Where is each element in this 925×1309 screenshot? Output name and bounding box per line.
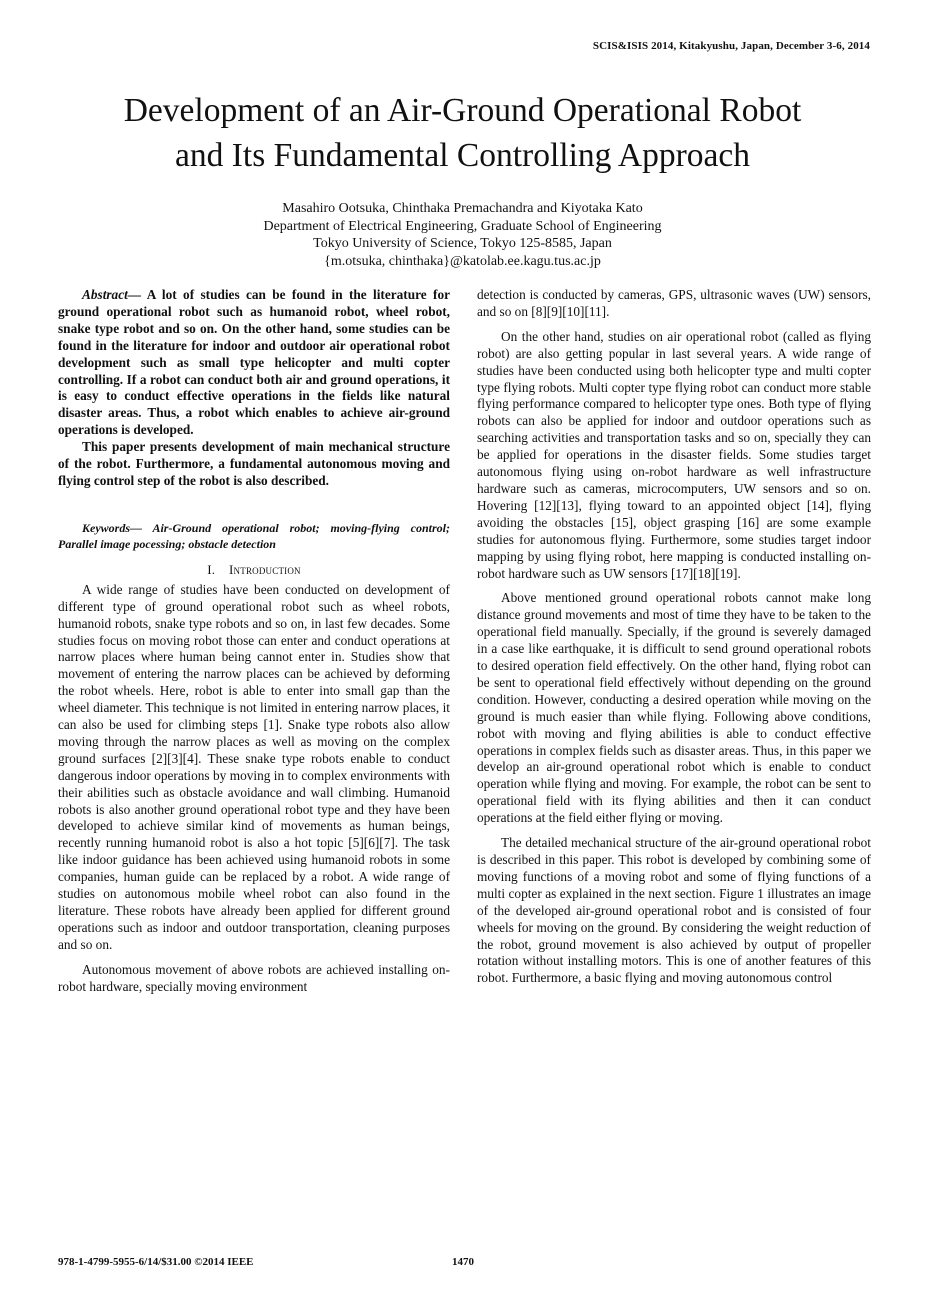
section-title: Introduction: [229, 561, 301, 577]
author-names: Masahiro Ootsuka, Chinthaka Premachandra and Kiyotaka Kato: [282, 201, 643, 216]
left-column: [58, 287, 450, 996]
keywords: [58, 520, 450, 552]
conference-header: SCIS&ISIS 2014, Kitakyushu, Japan, December 3-6, 2014: [592, 40, 870, 52]
author-institution: Tokyo University of Science, Tokyo 125-8585, Japan: [313, 236, 612, 251]
abstract-paragraph-2: This paper presents development of main mechanical structure of the robot. Furthermore, a fundamental autonomous moving and flying control step of the robot is also described.: [58, 439, 450, 488]
author-department: Department of Electrical Engineering, Graduate School of Engineering: [263, 218, 662, 234]
intro-paragraph-1: A wide range of studies have been conducted on development of different type of ground operational robot such as wheel robots, humanoid robots, snake type robots and so on, in last few decades. Some studies focus on moving robot those can enter and conduct operations at narrow places where human being cannot enter in. Studies show that movement of entering the narrow places can be achieved by deforming the robot wheels. Here, robot is able to enter into small gap than the wheel diameter. This technique is not limited in entering narrow places, it can also be used for climbing steps [1]. Snake type robots also allow moving through the narrow places as well as moving on the complex ground surfaces [2][3][4]. These snake type robots enable to conduct dangerous indoor operations by moving in to complex environments with their abilities such as obstacle avoidance and wall climbing. Humanoid robots is also another ground operational robot type and they have been developed to achieve similar kind of movements as human beings, recently running humanoid robot is also a hot topic [5][6][7]. The task like indoor guidance has been achieved using humanoid robots in some companies, human guide can be replaced by a robot. A wide range of studies on autonomous mobile wheel robot can also found in the literature. These robots have already been applied for different ground operations such as indoor and outdoor transportation, cleaning purposes and so on.: [58, 581, 450, 952]
keywords-text: Air-Ground operational robot; moving-flying control; Parallel image pocessing; obstacle detection: [58, 520, 450, 551]
page-number: 1470: [452, 1256, 474, 1268]
right-column: [477, 287, 871, 987]
title-line-1: Development of an Air-Ground Operational Robot: [123, 92, 802, 129]
abstract-label: Abstract—: [82, 287, 142, 302]
author-block: [40, 200, 885, 270]
footer-isbn: 978-1-4799-5955-6/14/$31.00 ©2014 IEEE: [58, 1256, 254, 1268]
intro-paragraph-2: Autonomous movement of above robots are achieved installing on-robot hardware, specially moving environment: [58, 961, 450, 994]
section-number: I.: [207, 561, 216, 577]
title-line-2: and Its Fundamental Controlling Approach: [175, 137, 750, 174]
abstract-text: A lot of studies can be found in the literature for ground operational robot such as humanoid robot, wheel robot, snake type robot and so on. On the other hand, some studies can be found in the literature for indoor and outdoor air operational robot development such as small type helicopter and multi copter controlling. If a robot can conduct both air and ground operations, it is easy to conduct effective operations in the fields like natural disaster areas. Thus, a robot which enables to achieve air-ground operations is developed.: [58, 287, 450, 438]
author-emails: {m.otsuka, chinthaka}@katolab.ee.kagu.tus.ac.jp: [324, 253, 601, 269]
paper-title: [40, 88, 885, 178]
intro-paragraph-continued: detection is conducted by cameras, GPS, ultrasonic waves (UW) sensors, and so on [8][9][10][11].: [477, 287, 871, 319]
abstract-paragraph: [58, 287, 450, 439]
keywords-label: Keywords—: [82, 520, 142, 535]
intro-paragraph-4: Above mentioned ground operational robots cannot make long distance ground movements and most of time they have to be taken to the operational field manually. Specially, if the ground is severely damaged in a case like earthquake, it is difficult to send ground operational robots to desired operation field effectively. On the other hand, flying robot can be sent to operational field effectively without depending on the ground condition. However, conducting a desired operation while moving on the ground is much easier than while flying. Following above conditions, robot with moving and flying abilities is able to conduct effective operations in complex fields such as disaster areas. Thus, in this paper we develop an air-ground operational robot which is enable to conduct operation while flying and moving. For example, the robot can be sent to operational field with its flying abilities and then it can conduct operations at the field either flying or moving.: [477, 590, 871, 826]
intro-paragraph-3: On the other hand, studies on air operational robot (called as flying robot) are also getting popular in last several years. A wide range of studies have been conducted using both helicopter type and multi copter type flying robots. Multi copter type flying robot can conduct more stable flying performance compared to helicopter type ones. Both type of flying robots can also be applied for indoor and outdoor operations such as searching activities and transportation tasks and so on, specially they can be applied for operations in the disaster fields. Some studies target autonomous flying using on-robot hardware as well infrastructure hardware such as cameras, microcomputers, UW sensors and so on. Hovering [12][13], flying toward to an appointed object [14], flying avoiding the obstacles [15], object grasping [16] are some example studies for autonomous flying. Furthermore, some studies target indoor mapping by using flying robot, here mapping is conducted installing on-robot hardware such as UW sensors [17][18][19].: [477, 328, 871, 581]
intro-paragraph-5: The detailed mechanical structure of the air-ground operational robot is described in this paper. This robot is developed by combining some of moving functions of a moving robot and some of flying functions of a multi copter as explained in the next section. Figure 1 illustrates an image of the developed air-ground operational robot and is consisted of four wheels for moving on the ground. By considering the weight reduction of the robot, ground movement is also achieved by output of propeller rotation without installing motors. This is one of another features of this robot. Furthermore, a basic flying and moving autonomous control: [477, 835, 871, 986]
section-heading-introduction: [58, 562, 450, 579]
